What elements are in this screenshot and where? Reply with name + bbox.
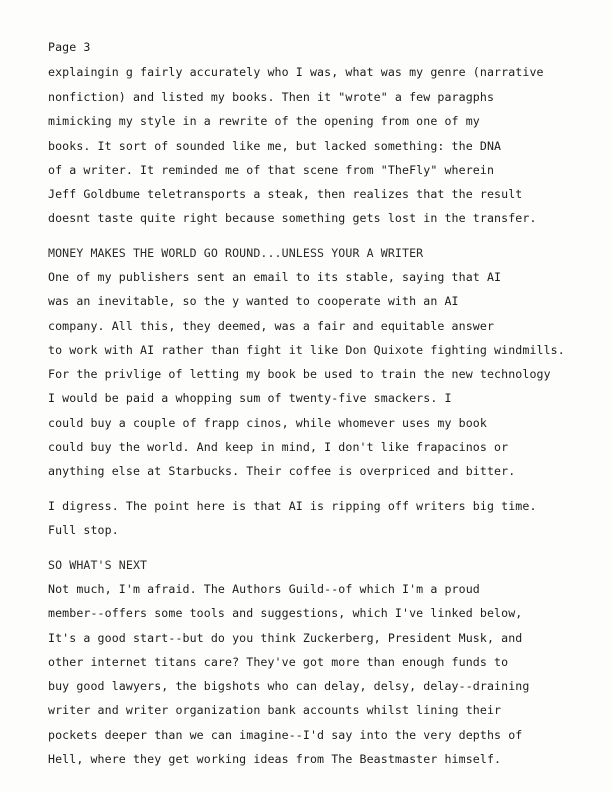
text-line: buy good lawyers, the bigshots who can delay, delsy, delay--draining (48, 679, 530, 693)
text-line: explaingin g fairly accurately who I was, what was my genre (narrative (48, 65, 544, 79)
text-line: pockets deeper than we can imagine--I'd say into the very depths of (48, 728, 523, 742)
text-line: For the privlige of letting my book be used to train the new technology (48, 367, 551, 381)
text-line: was an inevitable, so the y wanted to cooperate with an AI (48, 294, 459, 308)
text-line: member--offers some tools and suggestions, which I've linked below, (48, 606, 523, 620)
text-line: doesnt taste quite right because something gets lost in the transfer. (48, 211, 537, 225)
text-line: I would be paid a whopping sum of twenty-five smackers. I (48, 391, 452, 405)
text-line: It's a good start--but do you think Zuckerberg, President Musk, and (48, 631, 523, 645)
text-line: of a writer. It reminded me of that scene from "TheFly" wherein (48, 163, 495, 177)
text-line: anything else at Starbucks. Their coffee is overpriced and bitter. (48, 464, 516, 478)
text-line: mimicking my style in a rewrite of the opening from one of my (48, 114, 480, 128)
text-line: Not much, I'm afraid. The Authors Guild--of which I'm a proud (48, 582, 480, 596)
section-heading: SO WHAT'S NEXT (48, 558, 148, 572)
text-line: I digress. The point here is that AI is ripping off writers big time. (48, 499, 537, 513)
text-line: could buy a couple of frapp cinos, while whomever uses my book (48, 416, 487, 430)
text-line: Full stop. (48, 523, 119, 537)
text-line: books. It sort of sounded like me, but lacked something: the DNA (48, 139, 502, 153)
text-line: Jeff Goldbume teletransports a steak, then realizes that the result (48, 187, 523, 201)
text-line: company. All this, they deemed, was a fair and equitable answer (48, 319, 495, 333)
text-line: Hell, where they get working ideas from The Beastmaster himself. (48, 752, 502, 766)
page-number: Page 3 (48, 40, 91, 54)
text-line: nonfiction) and listed my books. Then it "wrote" a few paragphs (48, 90, 495, 104)
section-heading: MONEY MAKES THE WORLD GO ROUND...UNLESS YOUR A WRITER (48, 246, 424, 260)
text-line: writer and writer organization bank accounts whilst lining their (48, 703, 502, 717)
text-line: One of my publishers sent an email to its stable, saying that AI (48, 270, 502, 284)
text-line: other internet titans care? They've got more than enough funds to (48, 655, 509, 669)
text-line: to work with AI rather than fight it like Don Quixote fighting windmills. (48, 343, 565, 357)
text-line: could buy the world. And keep in mind, I don't like frapacinos or (48, 440, 509, 454)
